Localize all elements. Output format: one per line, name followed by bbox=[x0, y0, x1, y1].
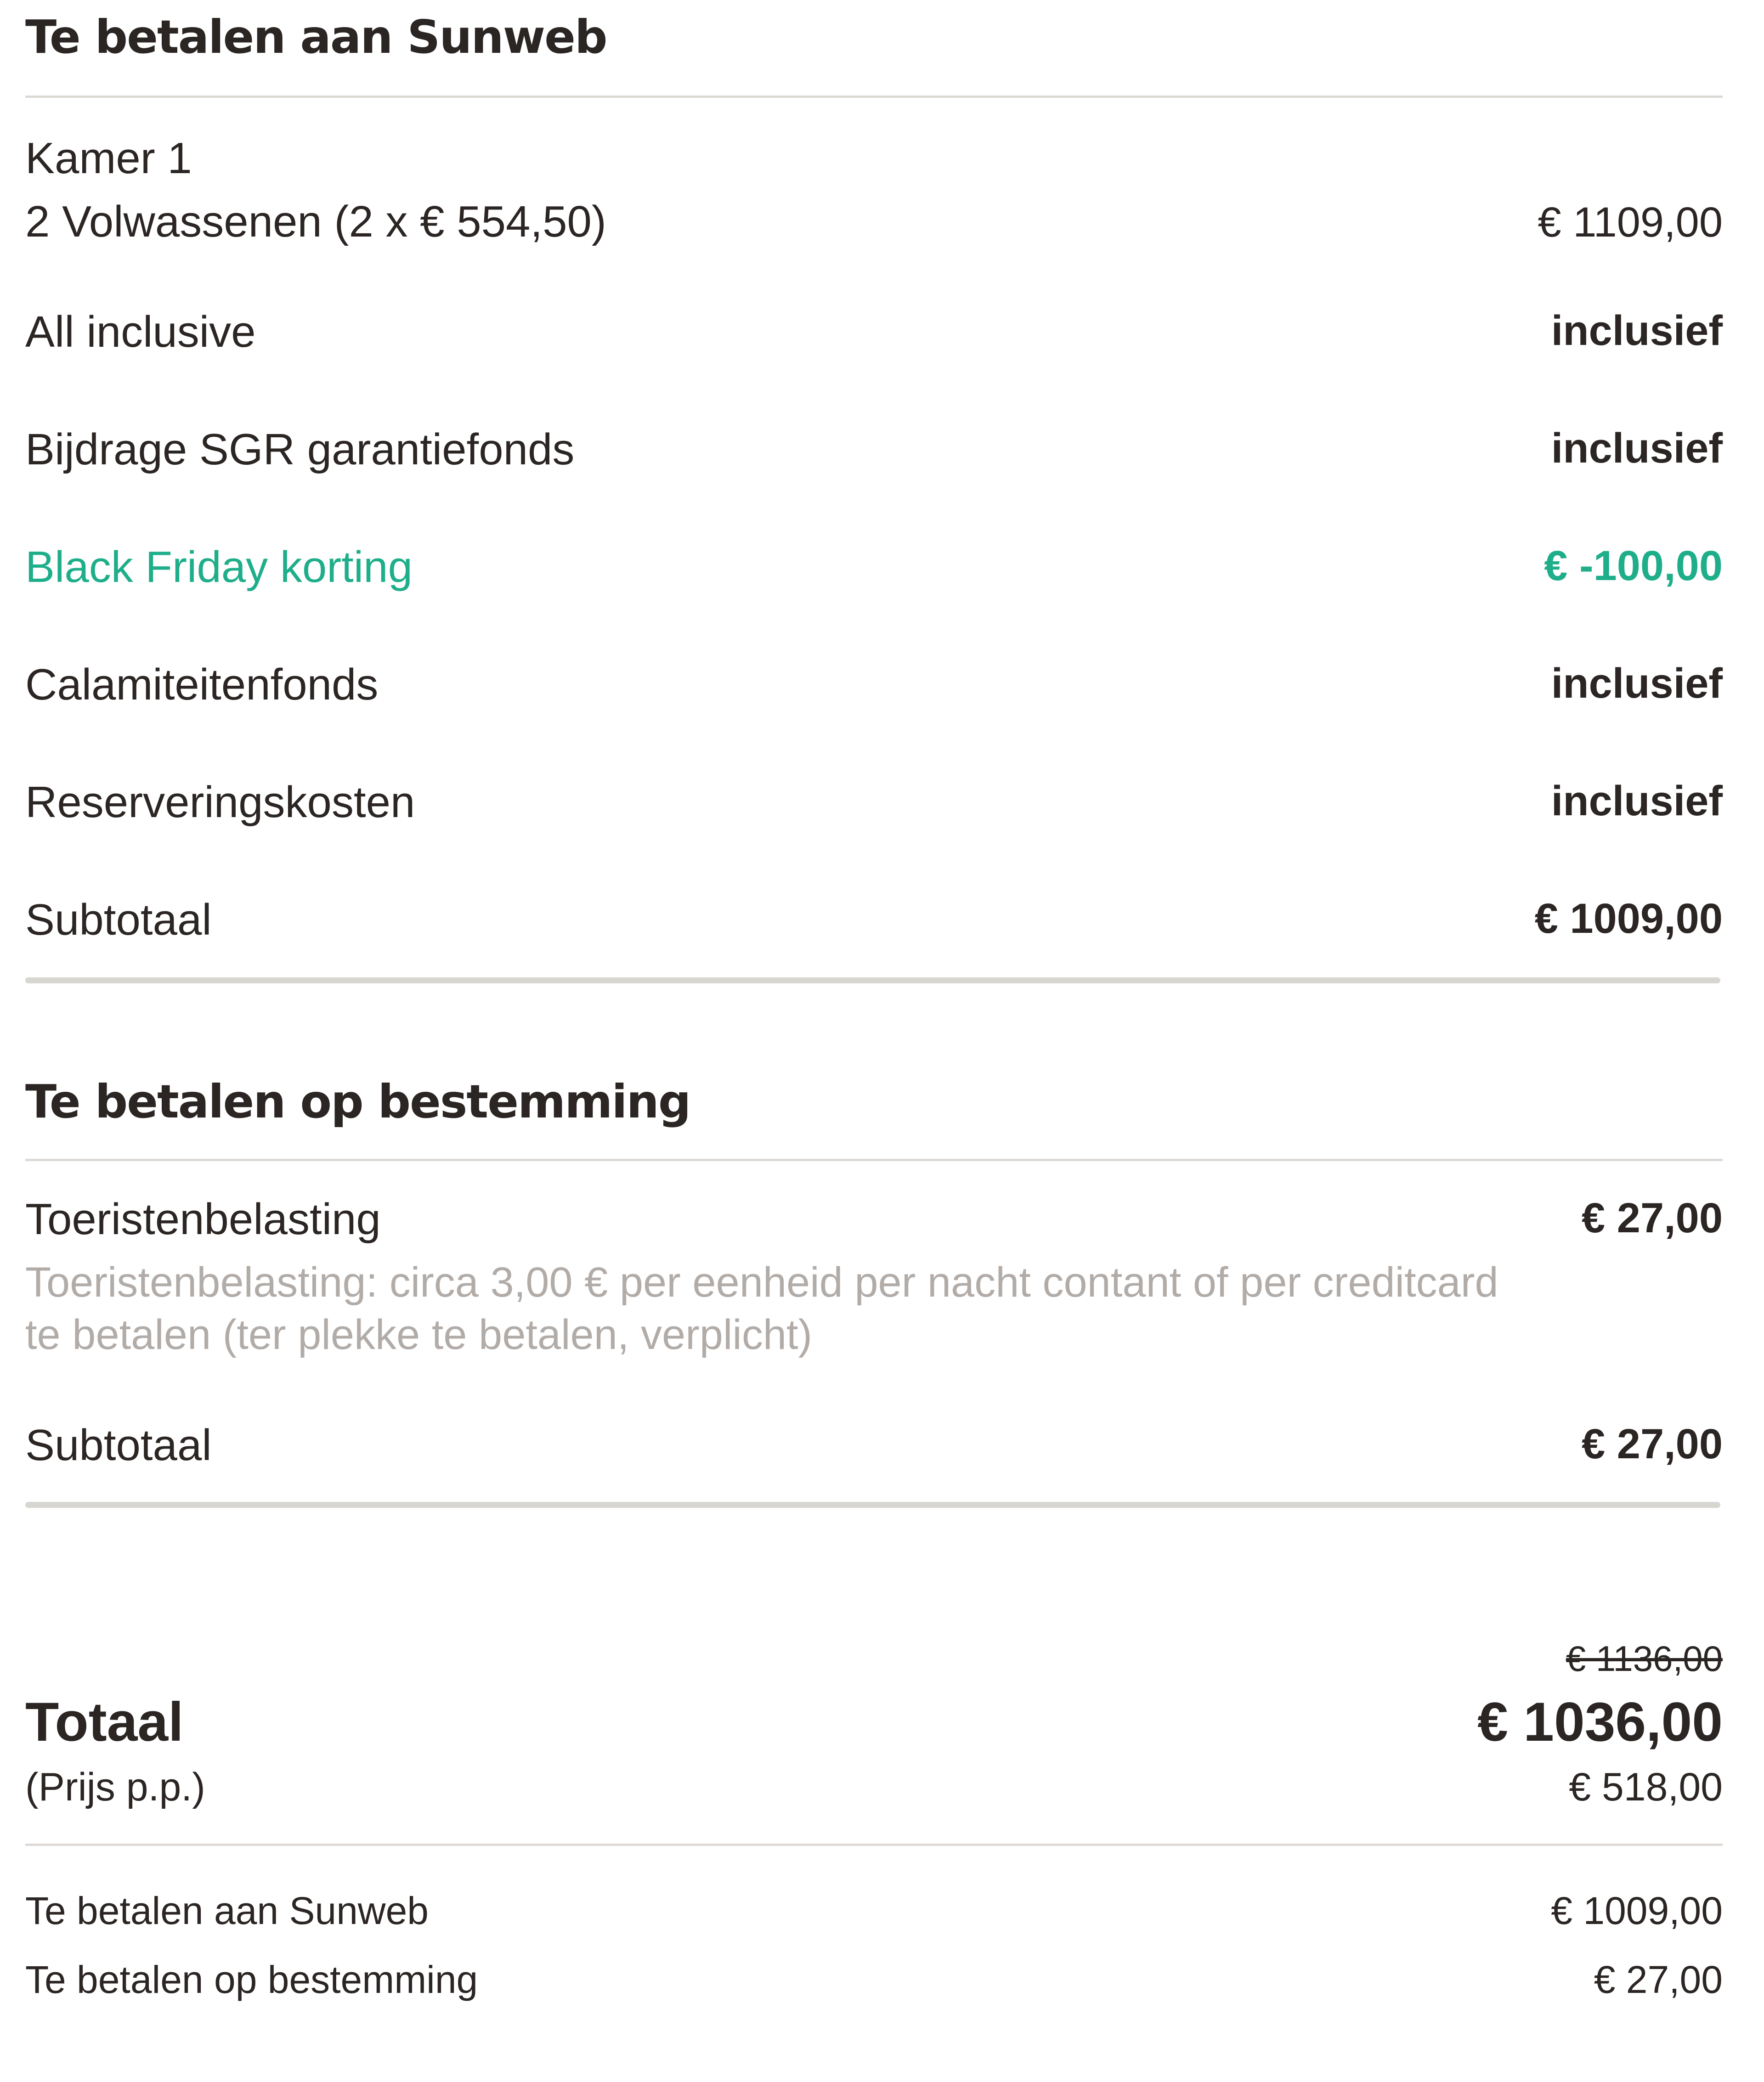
total-divider bbox=[25, 1844, 1723, 1846]
tax-value: € 27,00 bbox=[1582, 1195, 1723, 1241]
sunweb-section-title: Te betalen aan Sunweb bbox=[25, 10, 607, 64]
price-pp-value: € 518,00 bbox=[1569, 1765, 1723, 1809]
item-row-calamiteitenfonds bbox=[25, 660, 1723, 715]
breakdown-sunweb-value: € 1009,00 bbox=[1551, 1889, 1723, 1932]
destination-section-title: Te betalen op bestemming bbox=[25, 1075, 690, 1128]
total-label: Totaal bbox=[25, 1691, 184, 1753]
item-row-sgr bbox=[25, 424, 1723, 480]
room-label: Kamer 1 bbox=[25, 134, 192, 183]
subtotal-value: € 27,00 bbox=[1582, 1421, 1723, 1467]
sunweb-title-divider bbox=[25, 96, 1723, 98]
total-value: € 1036,00 bbox=[1477, 1691, 1723, 1753]
item-label: Bijdrage SGR garantiefonds bbox=[25, 425, 575, 474]
item-row-black-friday bbox=[25, 542, 1723, 597]
destination-section-divider bbox=[25, 1502, 1720, 1508]
discount-label: Black Friday korting bbox=[25, 542, 413, 592]
breakdown-destination-value: € 27,00 bbox=[1594, 1958, 1723, 2001]
price-pp-label: (Prijs p.p.) bbox=[25, 1765, 205, 1809]
item-value: inclusief bbox=[1551, 307, 1723, 354]
item-label: Calamiteitenfonds bbox=[25, 660, 379, 709]
breakdown-sunweb-label: Te betalen aan Sunweb bbox=[25, 1889, 429, 1932]
subtotal-label: Subtotaal bbox=[25, 1421, 212, 1470]
subtotal-value: € 1009,00 bbox=[1534, 895, 1723, 942]
tax-label: Toeristenbelasting bbox=[25, 1195, 381, 1244]
breakdown-destination-label: Te betalen op bestemming bbox=[25, 1958, 478, 2001]
destination-subtotal-row bbox=[25, 1420, 1723, 1475]
item-value: inclusief bbox=[1551, 660, 1723, 707]
adults-value: € 1109,00 bbox=[1538, 199, 1723, 246]
tax-note: Toeristenbelasting: circa 3,00 € per eenheid per nacht contant of per creditcard te betalen (ter plekke te betalen, verplicht) bbox=[25, 1259, 1498, 1358]
adults-label: 2 Volwassenen (2 x € 554,50) bbox=[25, 197, 606, 246]
sunweb-section-divider bbox=[25, 977, 1720, 983]
adults-row bbox=[25, 197, 1723, 252]
tax-row bbox=[25, 1194, 1723, 1249]
old-price: € 1136,00 bbox=[1566, 1638, 1723, 1679]
subtotal-label: Subtotaal bbox=[25, 895, 212, 944]
item-label: All inclusive bbox=[25, 307, 256, 356]
item-value: inclusief bbox=[1551, 425, 1723, 472]
item-row-reserveringskosten bbox=[25, 777, 1723, 832]
item-label: Reserveringskosten bbox=[25, 778, 415, 827]
item-value: inclusief bbox=[1551, 778, 1723, 824]
item-row-all-inclusive bbox=[25, 307, 1723, 362]
destination-title-divider bbox=[25, 1159, 1723, 1161]
sunweb-subtotal-row bbox=[25, 895, 1723, 950]
discount-value: € -100,00 bbox=[1544, 542, 1723, 589]
